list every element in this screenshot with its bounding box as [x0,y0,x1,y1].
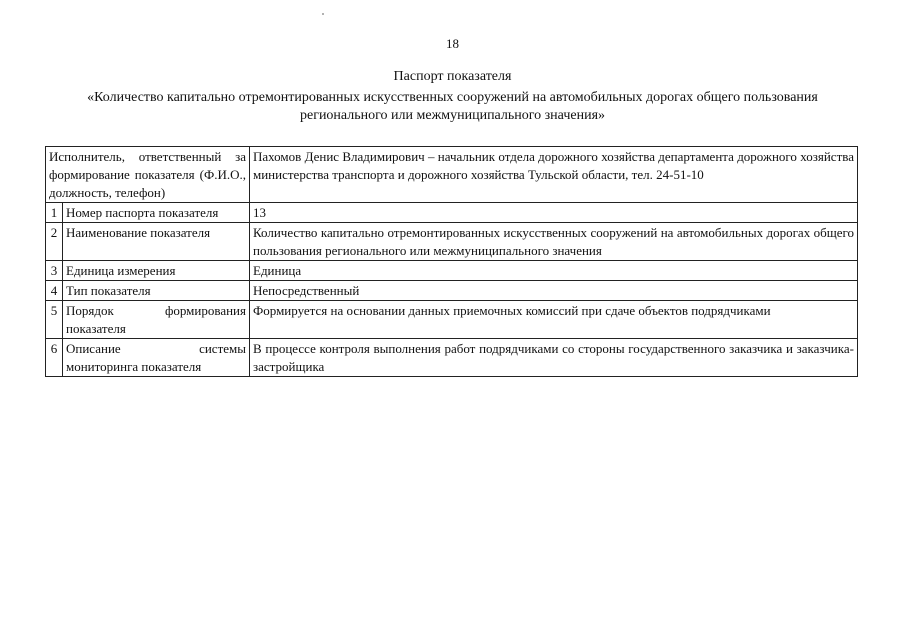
row-number: 4 [46,281,63,301]
row-value: Формируется на основании данных приемочных комиссий при сдаче объектов подрядчиками [250,301,858,339]
row-label: Тип показателя [63,281,250,301]
row-value: В процессе контроля выполнения работ подрядчиками со стороны государственного заказчика и заказчика-застройщика [250,339,858,377]
scan-speck [322,13,324,15]
table-row [46,339,858,377]
table-row [46,203,858,223]
table-row [46,261,858,281]
row-number: 2 [46,223,63,261]
executor-label: Исполнитель, ответственный за формирование показателя (Ф.И.О., должность, телефон) [46,147,250,203]
table-row [46,301,858,339]
row-label: Порядок формирования показателя [63,301,250,339]
row-number: 1 [46,203,63,223]
indicator-passport-table [45,146,858,377]
row-label: Номер паспорта показателя [63,203,250,223]
document-subtitle: «Количество капитально отремонтированных искусственных сооружений на автомобильных дорогах общего пользования регионального или межмуниципального значения» [87,90,818,123]
row-label: Описание системы мониторинга показателя [63,339,250,377]
table-row [46,281,858,301]
document-title: Паспорт показателя [393,69,512,84]
row-value: 13 [250,203,858,223]
executor-value: Пахомов Денис Владимирович – начальник отдела дорожного хозяйства департамента дорожного хозяйства министерства транспорта и дорожного хозяйства Тульской области, тел. 24-51-10 [250,147,858,203]
row-value: Единица [250,261,858,281]
row-value: Количество капитально отремонтированных искусственных сооружений на автомобильных дорогах общего пользования регионального или межмуниципального значения [250,223,858,261]
table-row-executor [46,147,858,203]
row-label: Единица измерения [63,261,250,281]
row-label: Наименование показателя [63,223,250,261]
page-number: 18 [446,36,459,51]
row-number: 5 [46,301,63,339]
table-row [46,223,858,261]
row-value: Непосредственный [250,281,858,301]
row-number: 6 [46,339,63,377]
row-number: 3 [46,261,63,281]
